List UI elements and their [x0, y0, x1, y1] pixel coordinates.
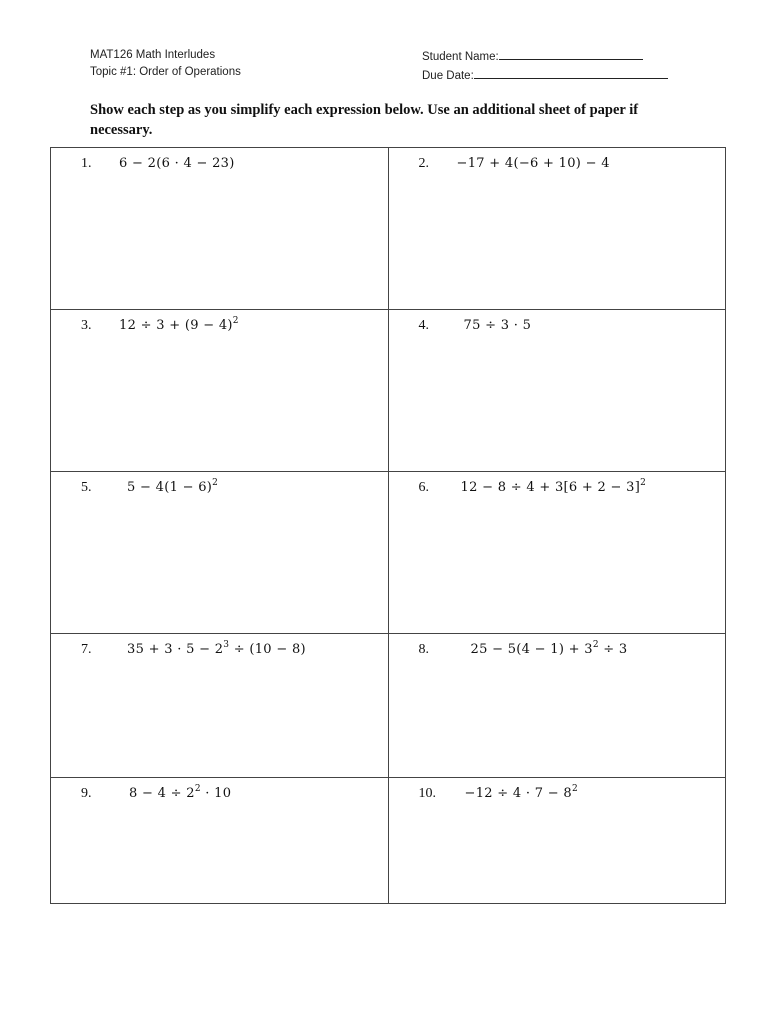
problem-number: 7. [81, 642, 92, 657]
topic-title: Topic #1: Order of Operations [90, 66, 241, 78]
student-name-blank[interactable] [499, 47, 643, 60]
problem-expression: $-12 \div 4 \cdot 7 - 8^2$ [464, 784, 578, 801]
problem-number: 4. [418, 318, 429, 333]
problem-cell[interactable] [51, 634, 389, 778]
problem-number: 8. [418, 642, 429, 657]
problem-expression: $12 \div 3 + (9 - 4)^2$ [119, 316, 239, 333]
problem-cell[interactable] [388, 472, 726, 634]
due-date-label: Due Date: [422, 70, 474, 82]
course-title: MAT126 Math Interludes [90, 49, 216, 61]
problem-cell[interactable] [388, 310, 726, 472]
header-left [90, 47, 241, 81]
problem-number: 6. [418, 480, 429, 495]
instructions: Show each step as you simplify each expression below. Use an additional sheet of paper if necessary. [90, 102, 639, 138]
problem-cell[interactable] [51, 148, 389, 310]
due-date-blank[interactable] [474, 66, 668, 79]
problem-grid [50, 147, 726, 904]
problem-expression: $8 - 4 \div 2^2 \cdot 10$ [129, 784, 232, 801]
problem-cell[interactable] [51, 778, 389, 904]
problem-cell[interactable] [51, 310, 389, 472]
problem-expression: 75 ÷ 3 · 5 [463, 318, 532, 333]
problem-expression: $5 - 4(1 - 6)^2$ [127, 478, 219, 495]
problem-expression: −17 + 4(−6 + 10) − 4 [456, 156, 610, 171]
problem-expression: $12 - 8 \div 4 + 3[6 + 2 - 3]^2$ [460, 478, 647, 495]
problem-cell[interactable] [388, 148, 726, 310]
due-date-row [422, 66, 668, 85]
problem-expression: 6 − 2(6 · 4 − 23) [119, 156, 235, 171]
problem-number: 5. [81, 480, 92, 495]
problem-number: 10. [418, 786, 436, 801]
problem-number: 3. [81, 318, 92, 333]
problem-expression: $25 - 5(4 - 1) + 3^2 \div 3$ [470, 640, 628, 657]
header-right [422, 47, 668, 85]
student-name-row [422, 47, 668, 66]
problem-cell[interactable] [51, 472, 389, 634]
problem-number: 1. [81, 156, 92, 171]
student-name-label: Student Name: [422, 51, 499, 63]
problem-number: 9. [81, 786, 92, 801]
problem-number: 2. [418, 156, 429, 171]
problem-cell[interactable] [388, 634, 726, 778]
problem-expression: $35 + 3 \cdot 5 - 2^3 \div (10 - 8)$ [127, 640, 306, 657]
problem-cell[interactable] [388, 778, 726, 904]
